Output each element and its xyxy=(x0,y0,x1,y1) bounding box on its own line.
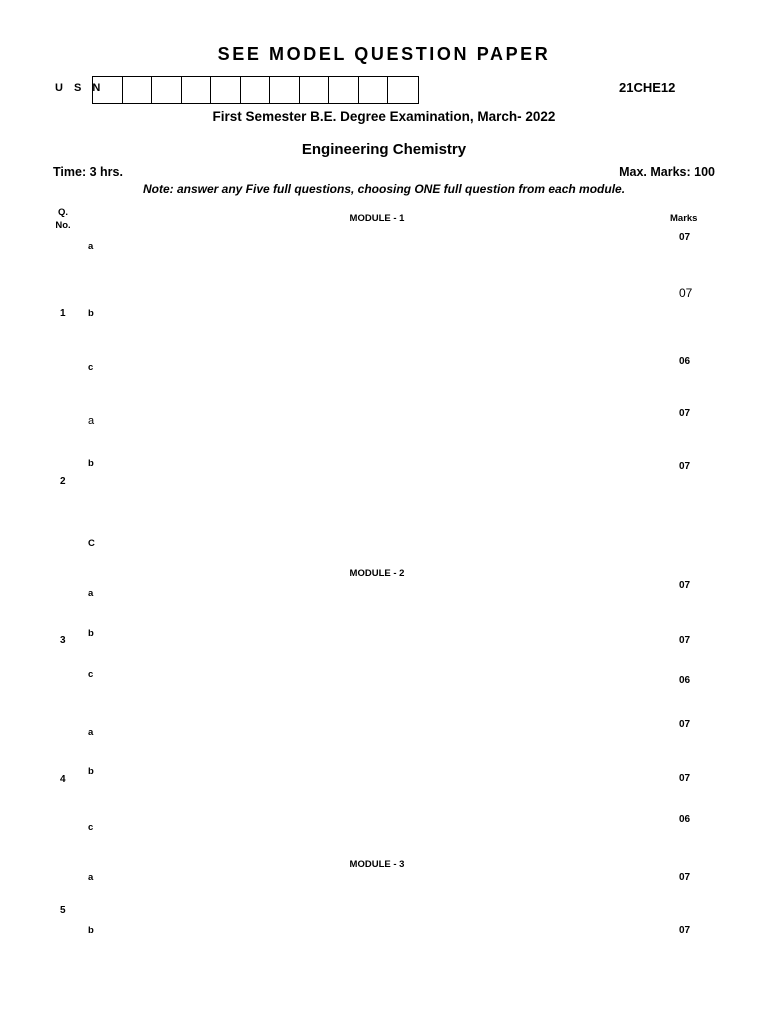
question-part-label: c xyxy=(88,822,94,833)
question-marks: 06 xyxy=(679,814,691,825)
question-part-label: c xyxy=(88,669,94,680)
exam-line: First Semester B.E. Degree Examination, March- 2022 xyxy=(212,109,556,124)
question-part-label: a xyxy=(88,727,94,738)
usn-box xyxy=(93,77,123,103)
question-part-label: b xyxy=(88,766,94,777)
question-part-label: b xyxy=(88,458,94,469)
question-marks: 07 xyxy=(679,232,691,243)
usn-box xyxy=(270,77,300,103)
usn-box xyxy=(359,77,389,103)
question-part-label: b xyxy=(88,925,94,936)
question-part-label: a xyxy=(88,241,94,252)
usn-box xyxy=(300,77,330,103)
question-number: 5 xyxy=(60,905,66,916)
qno-header: Q. No. xyxy=(55,207,71,231)
usn-box xyxy=(182,77,212,103)
marks-header: Marks xyxy=(670,213,698,224)
question-marks: 07 xyxy=(679,719,691,730)
usn-box xyxy=(123,77,153,103)
question-part-label: b xyxy=(88,308,94,319)
question-part-label: a xyxy=(88,872,94,883)
usn-box xyxy=(241,77,271,103)
module-heading: MODULE - 2 xyxy=(349,568,405,579)
question-number: 1 xyxy=(60,308,66,319)
question-marks: 07 xyxy=(679,925,691,936)
question-marks: 07 xyxy=(679,461,691,472)
max-marks: Max. Marks: 100 xyxy=(619,165,715,179)
question-number: 4 xyxy=(60,774,66,785)
usn-input-boxes xyxy=(92,76,419,104)
question-marks: 07 xyxy=(679,872,691,883)
page-title: SEE MODEL QUESTION PAPER xyxy=(217,44,551,64)
instructions-note: Note: answer any Five full questions, choosing ONE full question from each module. xyxy=(142,182,626,196)
module-heading: MODULE - 1 xyxy=(349,213,405,224)
question-part-label: a xyxy=(88,415,95,427)
module-heading: MODULE - 3 xyxy=(349,859,405,870)
question-marks: 07 xyxy=(679,580,691,591)
usn-box xyxy=(388,77,418,103)
question-part-label: b xyxy=(88,628,94,639)
subject-code: 21CHE12 xyxy=(619,80,676,95)
question-part-label: a xyxy=(88,588,94,599)
subject-title: Engineering Chemistry xyxy=(301,141,467,158)
question-marks: 06 xyxy=(679,356,691,367)
question-marks: 07 xyxy=(679,773,691,784)
usn-label: U S N xyxy=(55,82,105,94)
question-number: 2 xyxy=(60,476,66,487)
question-marks: 07 xyxy=(679,286,693,300)
time-allowed: Time: 3 hrs. xyxy=(53,165,123,179)
question-marks: 06 xyxy=(679,675,691,686)
question-marks: 07 xyxy=(679,408,691,419)
usn-box xyxy=(152,77,182,103)
question-part-label: c xyxy=(88,362,94,373)
question-number: 3 xyxy=(60,635,66,646)
usn-box xyxy=(329,77,359,103)
question-part-label: C xyxy=(88,538,95,549)
usn-box xyxy=(211,77,241,103)
question-marks: 07 xyxy=(679,635,691,646)
